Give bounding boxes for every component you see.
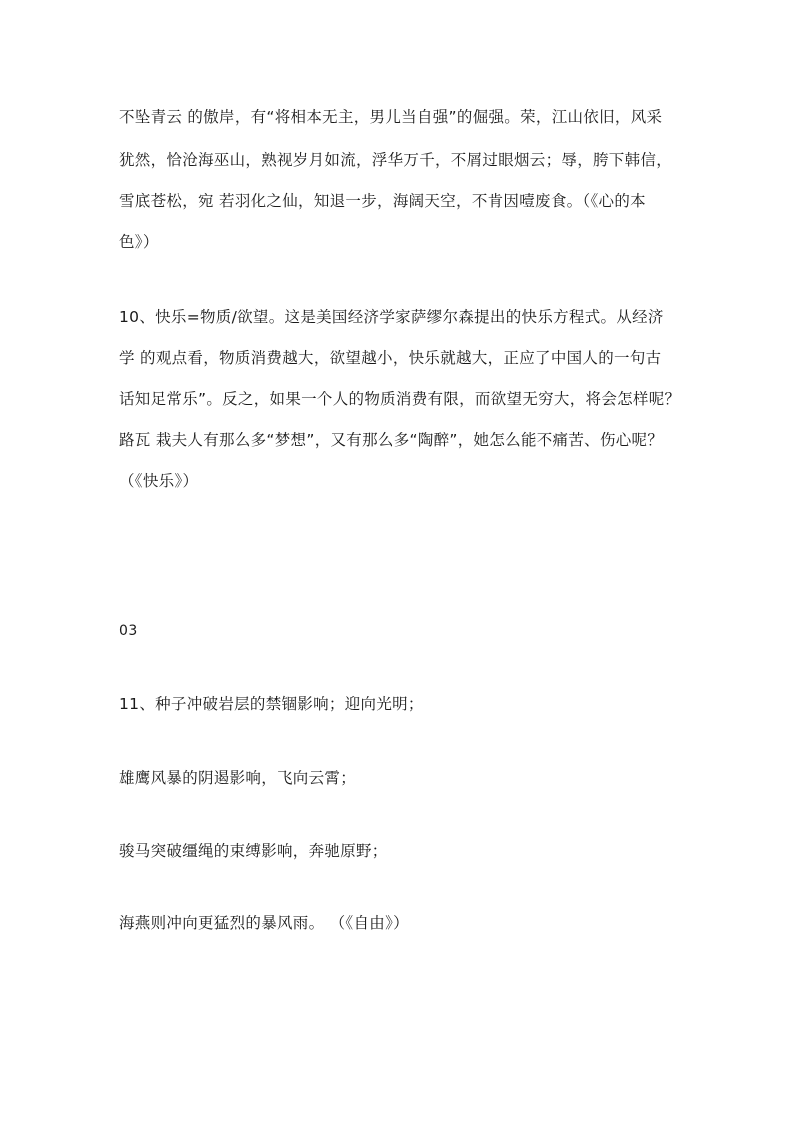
paragraph-line: （《快乐》） xyxy=(119,472,199,490)
paragraph-line: 骏马突破缰绳的束缚影响，奔驰原野； xyxy=(119,842,388,860)
paragraph-line: 海燕则冲向更猛烈的暴风雨。 （《自由》） xyxy=(119,914,409,932)
paragraph-line: 雄鹰风暴的阴遏影响，飞向云霄； xyxy=(119,769,357,787)
paragraph-line: 犹然，恰沧海巫山，熟视岁月如流，浮华万千，不屑过眼烟云；辱，胯下韩信， xyxy=(119,151,673,169)
paragraph-line: 11、种子冲破岩层的禁锢影响；迎向光明； xyxy=(119,695,424,713)
paragraph-line: 雪底苍松，宛 若羽化之仙，知退一步，海阔天空，不肯因噎废食。（《心的本 xyxy=(119,192,646,210)
paragraph-line: 路瓦 栽夫人有那么多“梦想”，又有那么多“陶醉”，她怎么能不痛苦、伤心呢？ xyxy=(119,431,664,449)
paragraph-line: 色》） xyxy=(119,233,159,251)
section-number: 03 xyxy=(119,623,138,639)
paragraph-line: 10、快乐=物质/欲望。这是美国经济学家萨缪尔森提出的快乐方程式。从经济 xyxy=(119,308,664,326)
paragraph-line: 话知足常乐”。反之，如果一个人的物质消费有限，而欲望无穷大，将会怎样呢？ xyxy=(119,390,681,408)
paragraph-line: 不坠青云 的傲岸，有“将相本无主，男儿当自强”的倔强。荣，江山依旧，风采 xyxy=(119,108,663,126)
paragraph-line: 学 的观点看，物质消费越大，欲望越小，快乐就越大，正应了中国人的一句古 xyxy=(119,349,662,367)
